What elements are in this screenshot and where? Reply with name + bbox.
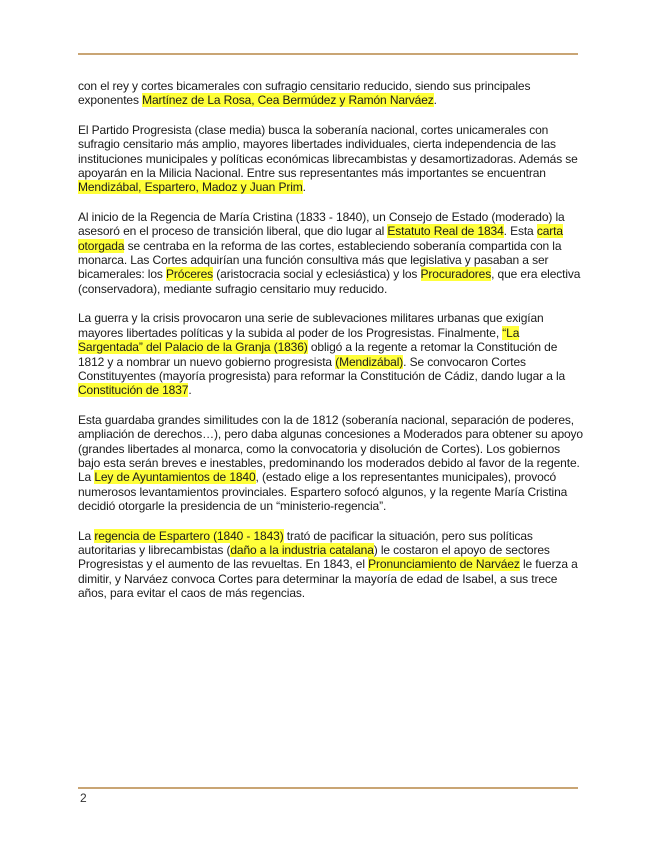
- paragraph-text: , que era electiva (conservadora), mediante sufragio censitario muy reducido.: [78, 267, 581, 296]
- paragraph-text: le fuerza a dimitir, y Narváez convoca Cortes para determinar la mayoría de edad de Isabel, a sus trece años, para evitar el caos de más regencias.: [78, 557, 578, 601]
- paragraph-text: trató de pacificar la situación, pero sus políticas autoritarias y librecambistas (: [78, 528, 533, 557]
- highlighted-text: Mendizábal, Espartero, Madoz y Juan Prim: [78, 180, 303, 195]
- paragraph-text: .: [433, 93, 437, 108]
- footer-rule: [78, 787, 578, 789]
- paragraph-text: .: [188, 383, 192, 398]
- highlighted-text: Estatuto Real de 1834: [387, 224, 504, 239]
- highlighted-text: Próceres: [166, 267, 214, 282]
- highlighted-text: Pronunciamiento de Narváez: [368, 557, 520, 572]
- paragraph-text: con el rey y cortes bicamerales con sufragio censitario reducido, siendo sus principales exponentes: [78, 79, 531, 108]
- highlighted-text: Martínez de La Rosa, Cea Bermúdez y Ramón Narváez: [142, 93, 434, 108]
- paragraph-text: La: [78, 528, 95, 543]
- highlighted-text: daño a la industria catalana: [230, 542, 374, 557]
- document-body: [78, 79, 584, 616]
- paragraph-text: (aristocracia social y eclesiástica) y los: [213, 267, 421, 282]
- paragraph-text: , (estado elige a los representantes municipales), provocó numerosos levantamientos provinciales. Espartero sofocó algunos, y la regente María Cristina decidió otorgarle la presidencia de un “ministerio-regencia”.: [78, 470, 568, 514]
- header-rule: [78, 53, 578, 55]
- paragraph: [78, 210, 584, 296]
- paragraph-text: . Esta: [503, 224, 537, 239]
- highlighted-text: “La Sargentada” del Palacio de la Granja (1836): [78, 325, 520, 355]
- paragraph: [78, 79, 584, 108]
- paragraph-text: .: [302, 180, 306, 195]
- highlighted-text: Procuradores: [420, 267, 492, 282]
- paragraph-text: ) le costaron el apoyo de sectores Progresistas y el aumento de las revueltas. En 1843, el: [78, 542, 550, 572]
- paragraph-text: . Se convocaron Cortes Constituyentes (mayoría progresista) para reformar la Constitución de Cádiz, dando lugar a la: [78, 354, 566, 383]
- paragraph-text: La guerra y la crisis provocaron una serie de sublevaciones militares urbanas que exigían mayores libertades políticas y la subida al poder de los Progresistas. Finalmente,: [78, 311, 544, 340]
- highlighted-text: Constitución de 1837: [78, 383, 189, 398]
- highlighted-text: (Mendizábal): [335, 354, 404, 369]
- paragraph-text: obligó a la regente a retomar la Constitución de 1812 y a nombrar un nuevo gobierno progresista: [78, 340, 558, 369]
- page-number: 2: [80, 791, 87, 805]
- paragraph-text: Esta guardaba grandes similitudes con la de 1812 (soberanía nacional, separación de poderes, ampliación de derechos…), pero daba algunas concesiones a Moderados para obtener su apoyo (grandes libertades al monarca, como la convocatoria y disolución de Cortes). Los gobiernos bajo esta serán breves e inestables, predominando los moderados debido al favor de la regente. La: [78, 412, 583, 485]
- highlighted-text: Ley de Ayuntamientos de 1840: [94, 470, 256, 485]
- paragraph: [78, 311, 584, 397]
- highlighted-text: carta otorgada: [78, 224, 563, 253]
- paragraph-text: se centraba en la reforma de las cortes, estableciendo soberanía compartida con la monarca. Las Cortes adquirían una función consultiva más que legislativa y pasaban a ser bicamerales: los: [78, 238, 562, 282]
- paragraph-text: Al inicio de la Regencia de María Cristina (1833 - 1840), un Consejo de Estado (moderado) la asesoró en el proceso de transición liberal, que dio lugar al: [78, 209, 565, 239]
- paragraph: [78, 123, 584, 195]
- paragraph: [78, 529, 584, 601]
- paragraph: [78, 413, 584, 514]
- highlighted-text: regencia de Espartero (1840 - 1843): [94, 528, 284, 543]
- paragraph-text: El Partido Progresista (clase media) busca la soberanía nacional, cortes unicamerales con sufragio censitario más amplio, mayores libertades individuales, cierta independencia de las instituciones municipales y políticas económicas librecambistas y desamortizadoras. Además se apoyarán en la Milicia Nacional. Entre sus representantes más importantes se encuentran: [78, 122, 578, 181]
